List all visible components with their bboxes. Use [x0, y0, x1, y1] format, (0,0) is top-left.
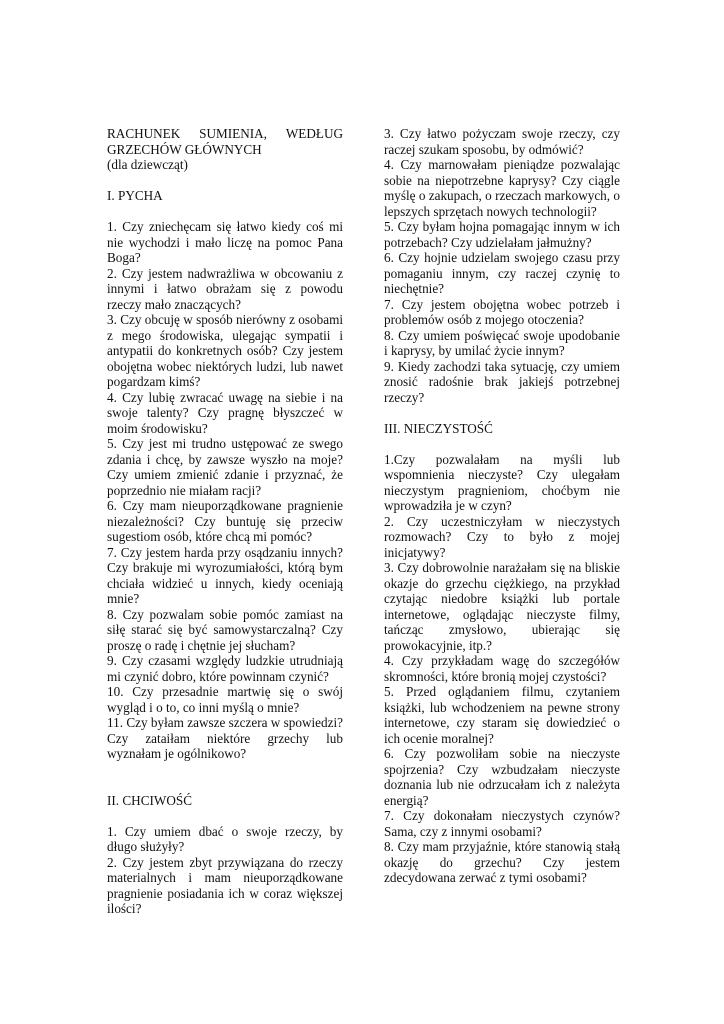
question-item: 4. Czy marnowałam pieniądze pozwalając sobie na niepotrzebne kaprysy? Czy ciągle myślę o zakupach, o rzeczach markowych, o lepszych sprzętach nowych technologii?	[384, 157, 620, 219]
question-item: 1. Czy umiem dbać o swoje rzeczy, by długo służyły?	[107, 823, 343, 854]
section-heading-chciwosc: II. CHCIWOŚĆ	[107, 792, 192, 808]
question-item: 4. Czy lubię zwracać uwagę na siebie i na swoje talenty? Czy pragnę błyszczeć w moim środowisku?	[107, 389, 343, 436]
right-column	[384, 126, 620, 886]
question-item: 11. Czy byłam zawsze szczera w spowiedzi? Czy zataiłam niektóre grzechy lub wyznałam je ogólnikowo?	[107, 715, 343, 761]
question-item: 8. Czy pozwalam sobie pomóc zamiast na siłę starać się być samowystarczalną? Czy proszę o radę i chętnie jej słucham?	[107, 606, 343, 653]
question-item: 7. Czy jestem harda przy osądzaniu innych? Czy brakuje mi wyrozumiałości, którą bym chciała widzieć u innych, kiedy oceniają mnie?	[107, 544, 343, 606]
question-item: 6. Czy pozwoliłam sobie na nieczyste spojrzenia? Czy wzbudzałam nieczyste doznania lub nie odrzucałam ich z należyta energią?	[384, 746, 620, 808]
title-word: RACHUNEK	[107, 126, 181, 141]
question-item: 3. Czy dobrowolnie narażałam się na bliskie okazje do grzechu ciężkiego, na przykład czytając niedobre książki lub portale internetowe, oglądając nieczyste filmy, tańcząc zmysłowo, ubierając się prowokacyjnie, itp.?	[384, 560, 620, 653]
section-heading-pycha: I. PYCHA	[107, 188, 163, 203]
question-item: 1.Czy pozwalałam na myśli lub wspomnienia nieczyste? Czy ulegałam nieczystym pragnieniom, choćbym nie wprowadziła je w czyn?	[384, 451, 620, 513]
question-item: 3. Czy obcuję w sposób nierówny z osobami z mego środowiska, ulegając sympatii i antypatii do konkretnych osób? Czy jestem obojętna wobec niektórych ludzi, lub nawet pogardzam kimś?	[107, 312, 343, 389]
question-item: 6. Czy hojnie udzielam swojego czasu przy pomaganiu innym, czy raczej czynię to niechętnie?	[384, 250, 620, 296]
document-title-line1	[107, 126, 343, 142]
question-item: 10. Czy przesadnie martwię się o swój wygląd i o to, co inni myślą o mnie?	[107, 684, 343, 715]
question-item: 2. Czy jestem zbyt przywiązana do rzeczy materialnych i mam nieuporządkowane pragnienie posiadania ich w coraz większej ilości?	[107, 854, 343, 916]
question-item: 4. Czy przykładam wagę do szczegółów skromności, które bronią mojej czystości?	[384, 653, 620, 684]
question-item: 6. Czy mam nieuporządkowane pragnienie niezależności? Czy buntuję się przeciw sugestiom osób, które chcą mi pomóc?	[107, 498, 343, 544]
title-word: SUMIENIA,	[199, 126, 267, 141]
question-item: 5. Czy jest mi trudno ustępować ze swego zdania i chcę, by zawsze wyszło na moje? Czy umiem zmienić zdanie i przyznać, że poprzednio nie miałam racji?	[107, 436, 343, 498]
document-subtitle: (dla dziewcząt)	[107, 157, 188, 172]
title-word: WEDŁUG	[285, 126, 343, 141]
question-item: 2. Czy jestem nadwrażliwa w obcowaniu z innymi i łatwo obrażam się z powodu rzeczy mało znaczących?	[107, 265, 343, 312]
question-item: 9. Kiedy zachodzi taka sytuację, czy umiem znosić radośnie brak jakiejś potrzebnej rzeczy?	[384, 358, 620, 405]
question-item: 7. Czy jestem obojętna wobec potrzeb i problemów osób z mojego otoczenia?	[384, 296, 620, 327]
left-column	[107, 126, 343, 917]
question-item: 2. Czy uczestniczyłam w nieczystych rozmowach? Czy to było z mojej inicjatywy?	[384, 513, 620, 560]
question-item: 7. Czy dokonałam nieczystych czynów? Sama, czy z innymi osobami?	[384, 808, 620, 839]
question-item: 8. Czy mam przyjaźnie, które stanowią stałą okazję do grzechu? Czy jestem zdecydowana zerwać z tymi osobami?	[384, 839, 620, 885]
question-item: 3. Czy łatwo pożyczam swoje rzeczy, czy raczej szukam sposobu, by odmówić?	[384, 126, 620, 157]
question-item: 9. Czy czasami względy ludzkie utrudniają mi czynić dobro, które powinnam czynić?	[107, 653, 343, 684]
question-item: 1. Czy zniechęcam się łatwo kiedy coś mi nie wychodzi i mało liczę na pomoc Pana Boga?	[107, 219, 343, 265]
question-item: 5. Czy byłam hojna pomagając innym w ich potrzebach? Czy udzielałam jałmużny?	[384, 219, 620, 250]
section-heading-nieczystosc: III. NIECZYSTOŚĆ	[384, 420, 493, 436]
question-item: 5. Przed oglądaniem filmu, czytaniem książki, lub wchodzeniem na pewne strony internetowe, czy staram się dowiedzieć o ich ocenie moralnej?	[384, 684, 620, 746]
question-item: 8. Czy umiem poświęcać swoje upodobanie i kaprysy, by umilać życie innym?	[384, 327, 620, 358]
document-title-line2: GRZECHÓW GŁÓWNYCH	[107, 141, 262, 157]
